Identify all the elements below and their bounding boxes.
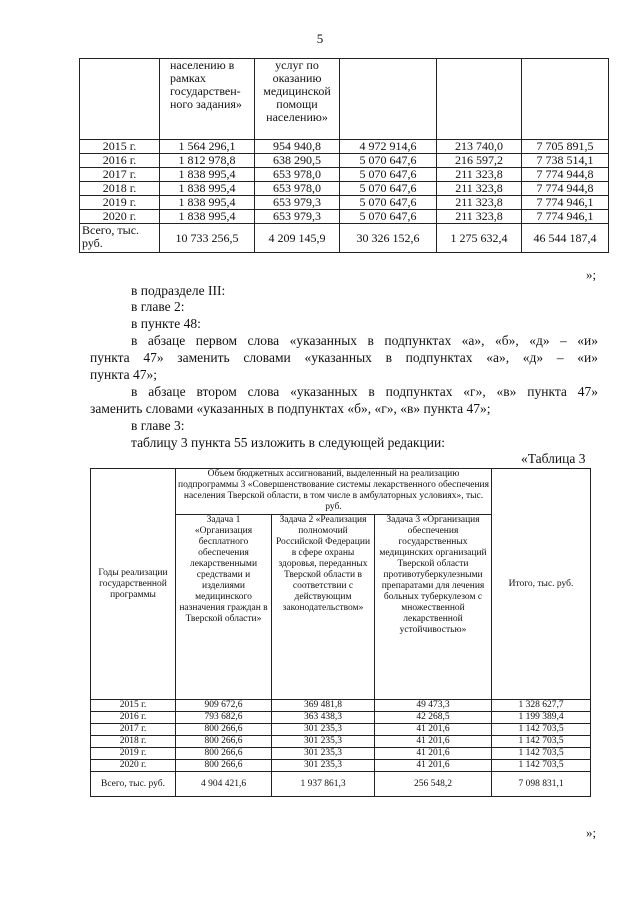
table-cell: 41 201,6 [375,760,492,772]
table-cell: 10 733 256,5 [160,224,255,253]
table-cell: 30 326 152,6 [340,224,437,253]
table-cell: 800 266,6 [176,748,272,760]
table-cell: 213 740,0 [437,140,522,154]
table-cell: 2020 г. [80,210,160,224]
table-cell: 2018 г. [91,736,176,748]
table-cell: 800 266,6 [176,760,272,772]
table-cell: 216 597,2 [437,154,522,168]
table-cell: 7 774 944,8 [522,168,609,182]
text-line: в абзаце втором слова «указанных в подпунктах «г», «в» пункта 47» [131,384,598,399]
table-cell: 2020 г. [91,760,176,772]
table-cell: 301 235,3 [272,760,375,772]
table-cell: Всего, тыс. руб. [80,224,160,253]
table-cell: 5 070 647,6 [340,182,437,196]
table-cell: 211 323,8 [437,196,522,210]
table-cell: 909 672,6 [176,700,272,712]
table-cell: 1 142 703,5 [492,760,591,772]
table-cell: 2015 г. [91,700,176,712]
table-cell: 369 481,8 [272,700,375,712]
table-cell: 1 812 978,8 [160,154,255,168]
table-cell: 1 142 703,5 [492,736,591,748]
table-cell: 301 235,3 [272,724,375,736]
table-cell: 301 235,3 [272,736,375,748]
table-cell: 1 838 995,4 [160,210,255,224]
table-caption: «Таблица 3 [521,451,586,466]
table-row [91,712,591,724]
table-cell: 1 199 389,4 [492,712,591,724]
table-cell: 653 978,0 [255,182,340,196]
table-cell [340,59,437,140]
table-cell: 41 201,6 [375,724,492,736]
table-cell: 256 548,2 [375,772,492,797]
table-header-task2: Задача 2 «Реализация полномочий Российской Федерации в сфере охраны здоровья, переданных Тверской области в соответствии с действующим законодательством» [272,515,375,700]
table-cell: 2017 г. [91,724,176,736]
table-cell: 653 978,0 [255,168,340,182]
table-header-group: Объем бюджетных ассигнований, выделенный на реализацию подпрограммы 3 «Совершенствование системы лекарственного обеспечения населения Тверской области, в том числе в амбулаторных условиях», тыс. руб. [176,469,492,515]
table-cell: 2017 г. [80,168,160,182]
table-total-row [80,224,609,253]
text-line: в пункте 48: [131,316,201,331]
table-cell: 7 774 944,8 [522,182,609,196]
text-line: в главе 2: [131,299,185,314]
closing-quote: »; [586,267,597,282]
table-header-task1: Задача 1 «Организация бесплатного обеспечения лекарственными средствами и изделиями медицинского назначения граждан в Тверской области» [176,515,272,700]
table-cell: 2015 г. [80,140,160,154]
table-cell: 5 070 647,6 [340,196,437,210]
table-cell: 211 323,8 [437,182,522,196]
table-cell: 211 323,8 [437,168,522,182]
table-cell: 42 268,5 [375,712,492,724]
table-cell: 793 682,6 [176,712,272,724]
table-cell: 2016 г. [91,712,176,724]
table-cell: Всего, тыс. руб. [91,772,176,797]
table-row [80,210,609,224]
table-cell: 1 838 995,4 [160,168,255,182]
table-cell: 2016 г. [80,154,160,168]
table-row [91,760,591,772]
table-cell: 1 564 296,1 [160,140,255,154]
table-cell: 638 290,5 [255,154,340,168]
budget-table-3 [90,468,591,797]
table-cell: 4 904 421,6 [176,772,272,797]
table-cell: 41 201,6 [375,736,492,748]
table-row [91,748,591,760]
table-cell: услуг по оказанию медицинской помощи населению» [255,59,340,140]
table-cell: 2018 г. [80,182,160,196]
table-cell: 41 201,6 [375,748,492,760]
table-row [91,700,591,712]
page-number: 5 [316,31,324,46]
table-cell: 363 438,3 [272,712,375,724]
text-line: в главе 3: [131,418,185,433]
table-cell: 1 275 632,4 [437,224,522,253]
table-cell [437,59,522,140]
text-line: таблицу 3 пункта 55 изложить в следующей редакции: [131,435,445,450]
table-row [80,140,609,154]
table-cell: 46 544 187,4 [522,224,609,253]
table-cell: 301 235,3 [272,748,375,760]
table-row [80,182,609,196]
table-cell: 7 774 946,1 [522,196,609,210]
text-line: заменить словами «указанных в подпунктах «б», «г», «в» пункта 47»; [90,401,491,416]
table-cell: 5 070 647,6 [340,210,437,224]
text-line: в абзаце первом слова «указанных в подпунктах «а», «б», «д» – «и» [131,333,598,348]
table-cell: 954 940,8 [255,140,340,154]
table-cell: 1 142 703,5 [492,748,591,760]
table-cell: 2019 г. [80,196,160,210]
table-cell: 800 266,6 [176,724,272,736]
table-header-row [91,469,591,515]
table-cell [522,59,609,140]
table-cell: 4 972 914,6 [340,140,437,154]
table-cell: 49 473,3 [375,700,492,712]
table-header-total: Итого, тыс. руб. [492,469,591,700]
table-total-row [91,772,591,797]
table-row [80,196,609,210]
table-cell: 7 705 891,5 [522,140,609,154]
table-cell: 1 838 995,4 [160,182,255,196]
budget-table-continued [79,58,609,253]
table-cell: 211 323,8 [437,210,522,224]
table-header-row [80,59,609,140]
table-cell: 7 098 831,1 [492,772,591,797]
table-cell: 4 209 145,9 [255,224,340,253]
text-line: в подразделе III: [131,283,226,298]
table-cell: 653 979,3 [255,210,340,224]
table-cell: 1 937 861,3 [272,772,375,797]
table-row [80,168,609,182]
closing-quote: »; [586,825,597,840]
table-cell: 800 266,6 [176,736,272,748]
table-cell [80,59,160,140]
table-header-task3: Задача 3 «Организация обеспечения государственных медицинских организаций Тверской области противотуберкулезными препаратами для лечения больных туберкулезом с множественной лекарственной устойчивостью» [375,515,492,700]
table-row [80,154,609,168]
table-cell: 1 328 627,7 [492,700,591,712]
table-cell: населению в рамках государствен-ного задания» [160,59,255,140]
table-cell: 2019 г. [91,748,176,760]
table-header-years: Годы реализации государственной программы [91,469,176,700]
table-cell: 7 738 514,1 [522,154,609,168]
text-line: пункта 47» заменить словами «указанных в подпунктах «а», «д» – «и» [90,350,598,365]
text-line: пункта 47»; [90,367,158,382]
table-cell: 1 838 995,4 [160,196,255,210]
table-cell: 7 774 946,1 [522,210,609,224]
table-cell: 5 070 647,6 [340,154,437,168]
table-cell: 653 979,3 [255,196,340,210]
table-cell: 1 142 703,5 [492,724,591,736]
table-cell: 5 070 647,6 [340,168,437,182]
table-row [91,736,591,748]
table-row [91,724,591,736]
